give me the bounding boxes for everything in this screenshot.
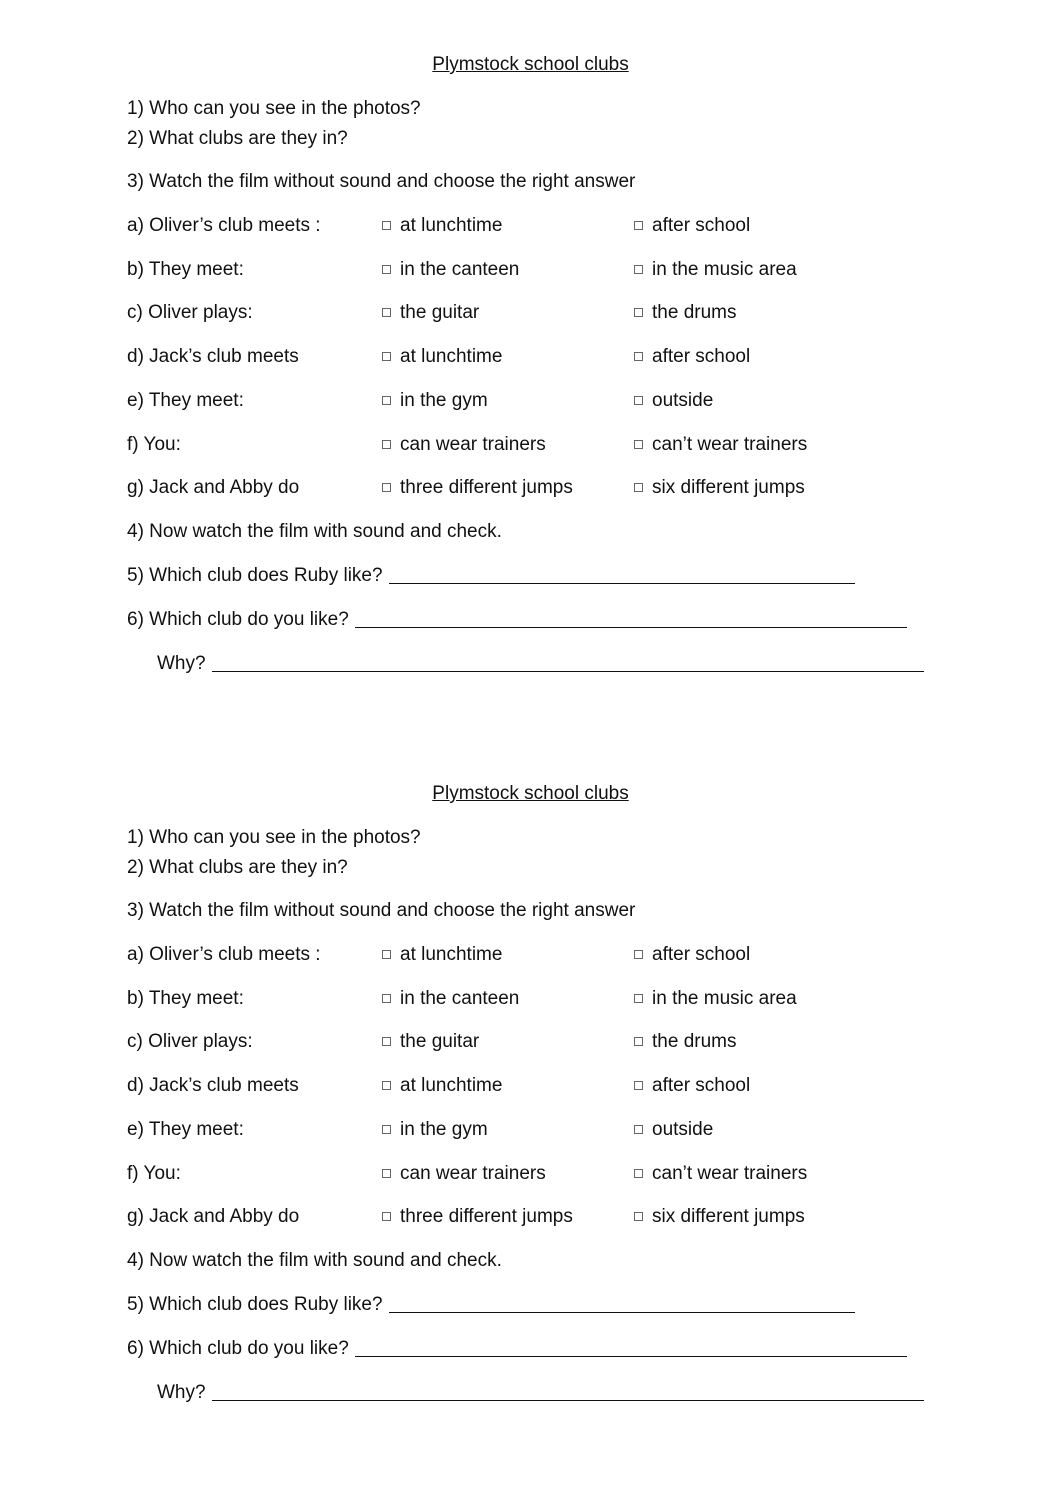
question-text: 5) Which club does Ruby like? [127, 565, 383, 586]
choice-prompt-row [127, 1118, 244, 1142]
question-6 [127, 1337, 907, 1361]
option-label: the guitar [400, 1031, 480, 1052]
choice-prompt: d) Jack’s club meets [127, 346, 299, 367]
choice-prompt: b) They meet: [127, 988, 244, 1009]
choice-option-1[interactable] [382, 943, 502, 967]
question-text: 6) Which club do you like? [127, 609, 349, 630]
question-text: 4) Now watch the film with sound and check. [127, 521, 502, 542]
choice-option-1[interactable] [382, 1030, 479, 1054]
option-label: can’t wear trainers [652, 1163, 808, 1184]
question-1 [127, 97, 421, 121]
option-label: six different jumps [652, 477, 805, 498]
choice-option-1[interactable] [382, 214, 502, 238]
question-text: 5) Which club does Ruby like? [127, 1294, 383, 1315]
choice-prompt-row [127, 389, 244, 413]
choice-prompt-row [127, 987, 244, 1011]
question-2 [127, 856, 348, 880]
question-text: 4) Now watch the film with sound and check. [127, 1250, 502, 1271]
option-label: the guitar [400, 302, 480, 323]
question-3 [127, 170, 635, 194]
choice-option-2[interactable] [634, 389, 713, 413]
checkbox-icon[interactable] [382, 1081, 391, 1090]
choice-prompt-row [127, 345, 299, 369]
option-label: after school [652, 215, 751, 236]
checkbox-icon[interactable] [382, 308, 391, 317]
checkbox-icon[interactable] [634, 265, 643, 274]
choice-prompt-row [127, 433, 181, 457]
choice-option-1[interactable] [382, 301, 479, 325]
choice-option-1[interactable] [382, 1162, 546, 1186]
choice-option-2[interactable] [634, 1162, 807, 1186]
choice-option-2[interactable] [634, 1205, 805, 1229]
question-6 [127, 608, 907, 632]
option-label: can wear trainers [400, 1163, 546, 1184]
question-why [157, 1381, 924, 1405]
answer-blank-why[interactable] [212, 653, 924, 672]
choice-prompt: c) Oliver plays: [127, 1031, 253, 1052]
choice-option-2[interactable] [634, 943, 750, 967]
checkbox-icon[interactable] [634, 1212, 643, 1221]
choice-prompt: e) They meet: [127, 1119, 244, 1140]
checkbox-icon[interactable] [382, 1212, 391, 1221]
checkbox-icon[interactable] [634, 994, 643, 1003]
option-label: outside [652, 390, 714, 411]
checkbox-icon[interactable] [634, 308, 643, 317]
question-5 [127, 1293, 855, 1317]
question-4 [127, 1249, 502, 1273]
choice-option-2[interactable] [634, 1030, 736, 1054]
option-label: in the canteen [400, 259, 520, 280]
choice-option-2[interactable] [634, 1118, 713, 1142]
choice-prompt-row [127, 943, 321, 967]
option-label: in the music area [652, 259, 797, 280]
choice-prompt: d) Jack’s club meets [127, 1075, 299, 1096]
option-label: after school [652, 346, 751, 367]
question-text: 3) Watch the film without sound and choose the right answer [127, 171, 636, 192]
question-text: 3) Watch the film without sound and choose the right answer [127, 900, 636, 921]
choice-option-1[interactable] [382, 1205, 573, 1229]
option-label: at lunchtime [400, 1075, 503, 1096]
option-label: three different jumps [400, 1206, 573, 1227]
checkbox-icon[interactable] [382, 483, 391, 492]
worksheet-title: Plymstock school clubs [432, 54, 629, 75]
question-why [157, 652, 924, 676]
choice-prompt: f) You: [127, 1163, 181, 1184]
worksheet-title: Plymstock school clubs [432, 783, 629, 804]
checkbox-icon[interactable] [634, 483, 643, 492]
checkbox-icon[interactable] [634, 950, 643, 959]
option-label: after school [652, 944, 751, 965]
choice-prompt-row [127, 1205, 299, 1229]
option-label: at lunchtime [400, 346, 503, 367]
choice-option-1[interactable] [382, 389, 488, 413]
checkbox-icon[interactable] [634, 1037, 643, 1046]
choice-option-2[interactable] [634, 345, 750, 369]
choice-option-1[interactable] [382, 433, 546, 457]
question-5 [127, 564, 855, 588]
option-label: three different jumps [400, 477, 573, 498]
option-label: can wear trainers [400, 434, 546, 455]
choice-option-2[interactable] [634, 258, 797, 282]
checkbox-icon[interactable] [382, 950, 391, 959]
choice-option-1[interactable] [382, 258, 519, 282]
option-label: can’t wear trainers [652, 434, 808, 455]
checkbox-icon[interactable] [382, 265, 391, 274]
choice-prompt: c) Oliver plays: [127, 302, 253, 323]
option-label: outside [652, 1119, 714, 1140]
answer-blank-club[interactable] [355, 609, 907, 628]
option-label: six different jumps [652, 1206, 805, 1227]
checkbox-icon[interactable] [634, 221, 643, 230]
question-3 [127, 899, 635, 923]
choice-option-1[interactable] [382, 987, 519, 1011]
option-label: at lunchtime [400, 944, 503, 965]
option-label: after school [652, 1075, 751, 1096]
choice-prompt: e) They meet: [127, 390, 244, 411]
option-label: in the gym [400, 1119, 488, 1140]
choice-prompt-row [127, 214, 321, 238]
checkbox-icon[interactable] [634, 440, 643, 449]
choice-option-1[interactable] [382, 476, 573, 500]
checkbox-icon[interactable] [382, 440, 391, 449]
choice-option-2[interactable] [634, 301, 736, 325]
answer-blank-why[interactable] [212, 1382, 924, 1401]
checkbox-icon[interactable] [382, 994, 391, 1003]
choice-prompt: f) You: [127, 434, 181, 455]
checkbox-icon[interactable] [634, 396, 643, 405]
question-text: Why? [157, 1382, 206, 1403]
choice-option-1[interactable] [382, 1118, 488, 1142]
question-1 [127, 826, 421, 850]
checkbox-icon[interactable] [382, 396, 391, 405]
option-label: in the gym [400, 390, 488, 411]
answer-blank-club[interactable] [355, 1338, 907, 1357]
choice-prompt: a) Oliver’s club meets : [127, 215, 321, 236]
checkbox-icon[interactable] [634, 1169, 643, 1178]
choice-prompt: b) They meet: [127, 259, 244, 280]
choice-prompt-row [127, 1162, 181, 1186]
question-4 [127, 520, 502, 544]
choice-prompt-row [127, 258, 244, 282]
checkbox-icon[interactable] [382, 1169, 391, 1178]
choice-prompt-row [127, 1074, 299, 1098]
choice-option-2[interactable] [634, 214, 750, 238]
question-text: Why? [157, 653, 206, 674]
option-label: in the music area [652, 988, 797, 1009]
checkbox-icon[interactable] [382, 221, 391, 230]
choice-prompt-row [127, 1030, 253, 1054]
choice-prompt: g) Jack and Abby do [127, 477, 300, 498]
answer-blank-ruby[interactable] [389, 1294, 855, 1313]
choice-option-2[interactable] [634, 476, 805, 500]
question-text: 2) What clubs are they in? [127, 857, 348, 878]
choice-option-2[interactable] [634, 1074, 750, 1098]
question-text: 2) What clubs are they in? [127, 128, 348, 149]
option-label: the drums [652, 302, 737, 323]
option-label: at lunchtime [400, 215, 503, 236]
option-label: the drums [652, 1031, 737, 1052]
choice-prompt: g) Jack and Abby do [127, 1206, 300, 1227]
question-text: 1) Who can you see in the photos? [127, 98, 421, 119]
choice-option-2[interactable] [634, 987, 797, 1011]
choice-option-1[interactable] [382, 1074, 502, 1098]
checkbox-icon[interactable] [382, 352, 391, 361]
checkbox-icon[interactable] [634, 352, 643, 361]
choice-prompt: a) Oliver’s club meets : [127, 944, 321, 965]
checkbox-icon[interactable] [382, 1125, 391, 1134]
choice-option-2[interactable] [634, 433, 807, 457]
choice-prompt-row [127, 476, 299, 500]
checkbox-icon[interactable] [382, 1037, 391, 1046]
choice-prompt-row [127, 301, 253, 325]
question-2 [127, 127, 348, 151]
option-label: in the canteen [400, 988, 520, 1009]
answer-blank-ruby[interactable] [389, 565, 855, 584]
checkbox-icon[interactable] [634, 1125, 643, 1134]
choice-option-1[interactable] [382, 345, 502, 369]
question-text: 6) Which club do you like? [127, 1338, 349, 1359]
checkbox-icon[interactable] [634, 1081, 643, 1090]
question-text: 1) Who can you see in the photos? [127, 827, 421, 848]
